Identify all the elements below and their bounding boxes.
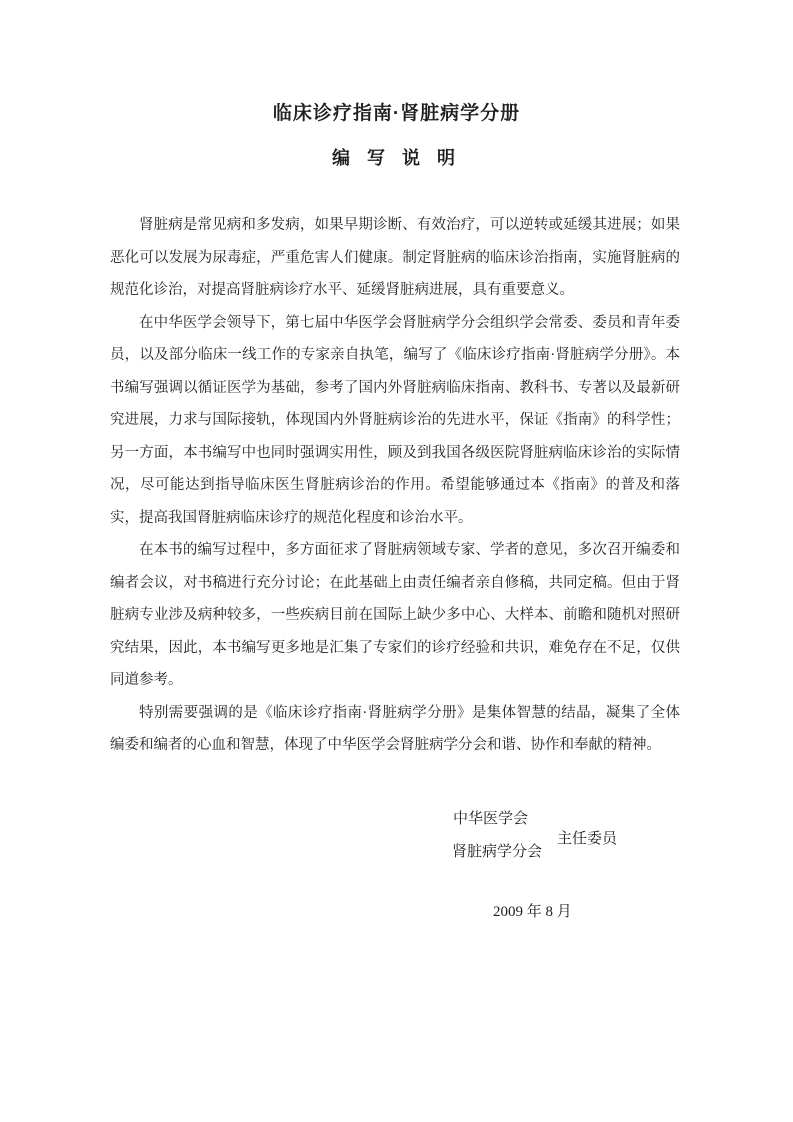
paragraph-emphasis: 特别需要强调的是《临床诊疗指南·肾脏病学分册》是集体智慧的结晶，凝集了全体编委和编者的心血和智慧，体现了中华医学会肾脏病学分会和谐、协作和奉献的精神。 [110,704,680,753]
paragraph-compilation: 在中华医学会领导下，第七届中华医学会肾脏病学分会组织学会常委、委员和青年委员，以及部分临床一线工作的专家亲自执笔，编写了《临床诊疗指南·肾脏病学分册》。本书编写强调以循证医学为基础，参考了国内外肾脏病临床指南、教科书、专著以及最新研究进展，力求与国际接轨，体现国内外肾脏病诊治的先进水平，保证《指南》的科学性；另一方面，本书编写中也同时强调实用性，顾及到我国各级医院肾脏病临床诊治的实际情况，尽可能达到指导临床医生肾脏病诊治的作用。希望能够通过本《指南》的普及和落实，提高我国肾脏病临床诊疗的规范化程度和诊治水平。 [110,314,680,526]
paragraph-process: 在本书的编写过程中，多方面征求了肾脏病领域专家、学者的意见，多次召开编委和编者会议，对书稿进行充分讨论；在此基础上由责任编者亲自修稿，共同定稿。但由于肾脏病专业涉及病种较多，一些疾病目前在国际上缺少多中心、大样本、前瞻和随机对照研究结果，因此，本书编写更多地是汇集了专家们的诊疗经验和共识，难免存在不足，仅供同道参考。 [110,542,680,688]
document-subtitle: 编 写 说 明 [331,148,461,168]
signature-organization-line1: 中华医学会 [453,811,529,827]
paragraph-intro: 肾脏病是常见病和多发病，如果早期诊断、有效治疗，可以逆转或延缓其进展；如果恶化可以发展为尿毒症，严重危害人们健康。制定肾脏病的临床诊治指南，实施肾脏病的规范化诊治，对提高肾脏病诊疗水平、延缓肾脏病进展，具有重要意义。 [110,217,680,298]
signature-organization-line2: 肾脏病学分会 [452,844,543,860]
document-title: 临床诊疗指南·肾脏病学分册 [272,103,521,124]
document-date: 2009 年 8 月 [493,904,572,920]
document-body [110,209,680,762]
signature-role: 主任委员 [557,831,618,847]
